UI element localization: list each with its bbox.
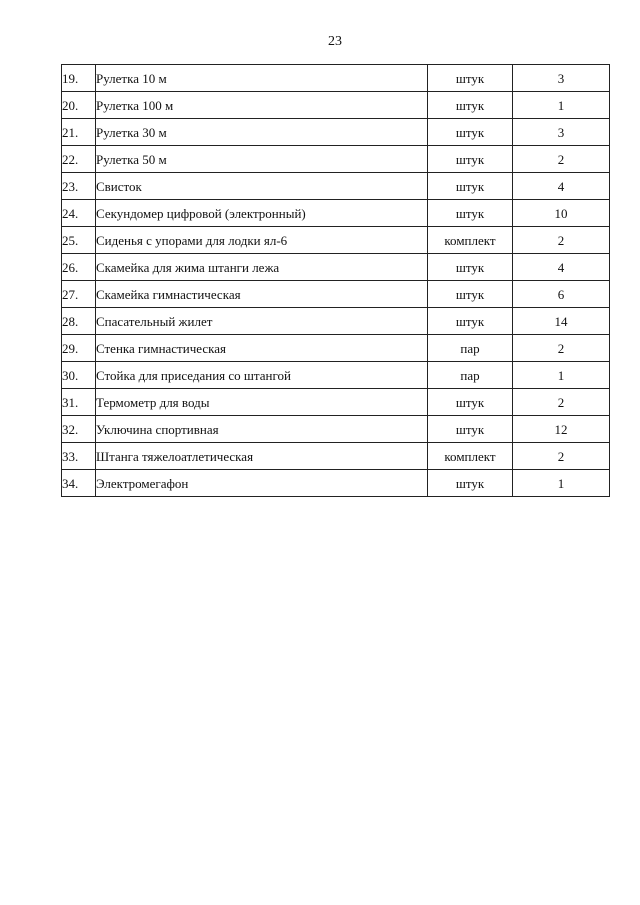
item-unit: пар xyxy=(428,362,513,389)
table-row xyxy=(62,362,610,389)
item-name: Рулетка 10 м xyxy=(96,65,428,92)
item-name: Электромегафон xyxy=(96,470,428,497)
item-quantity: 4 xyxy=(513,173,610,200)
item-unit: комплект xyxy=(428,227,513,254)
item-unit: штук xyxy=(428,200,513,227)
item-name: Скамейка для жима штанги лежа xyxy=(96,254,428,281)
item-unit: штук xyxy=(428,146,513,173)
item-name: Сиденья с упорами для лодки ял-6 xyxy=(96,227,428,254)
item-quantity: 2 xyxy=(513,146,610,173)
item-unit: штук xyxy=(428,173,513,200)
item-unit: штук xyxy=(428,254,513,281)
item-name: Рулетка 100 м xyxy=(96,92,428,119)
item-quantity: 2 xyxy=(513,227,610,254)
item-name: Стенка гимнастическая xyxy=(96,335,428,362)
table-row xyxy=(62,281,610,308)
item-unit: штук xyxy=(428,92,513,119)
row-number: 30. xyxy=(62,362,96,389)
item-name: Спасательный жилет xyxy=(96,308,428,335)
item-name: Скамейка гимнастическая xyxy=(96,281,428,308)
item-quantity: 1 xyxy=(513,362,610,389)
table-row xyxy=(62,173,610,200)
table-row xyxy=(62,92,610,119)
item-quantity: 2 xyxy=(513,389,610,416)
item-name: Уключина спортивная xyxy=(96,416,428,443)
row-number: 31. xyxy=(62,389,96,416)
row-number: 20. xyxy=(62,92,96,119)
item-quantity: 3 xyxy=(513,119,610,146)
item-quantity: 1 xyxy=(513,470,610,497)
item-unit: штук xyxy=(428,281,513,308)
item-unit: штук xyxy=(428,65,513,92)
item-quantity: 1 xyxy=(513,92,610,119)
item-name: Рулетка 30 м xyxy=(96,119,428,146)
row-number: 21. xyxy=(62,119,96,146)
item-quantity: 3 xyxy=(513,65,610,92)
item-unit: штук xyxy=(428,119,513,146)
item-unit: пар xyxy=(428,335,513,362)
item-unit: штук xyxy=(428,389,513,416)
table-row xyxy=(62,389,610,416)
table-row xyxy=(62,416,610,443)
item-name: Свисток xyxy=(96,173,428,200)
table-row xyxy=(62,146,610,173)
table-row xyxy=(62,308,610,335)
item-name: Стойка для приседания со штангой xyxy=(96,362,428,389)
row-number: 23. xyxy=(62,173,96,200)
row-number: 29. xyxy=(62,335,96,362)
row-number: 33. xyxy=(62,443,96,470)
row-number: 26. xyxy=(62,254,96,281)
row-number: 19. xyxy=(62,65,96,92)
item-quantity: 4 xyxy=(513,254,610,281)
row-number: 34. xyxy=(62,470,96,497)
item-unit: штук xyxy=(428,470,513,497)
table-row xyxy=(62,65,610,92)
item-quantity: 10 xyxy=(513,200,610,227)
row-number: 22. xyxy=(62,146,96,173)
table-row xyxy=(62,470,610,497)
item-unit: штук xyxy=(428,308,513,335)
page-number: 23 xyxy=(328,34,342,49)
equipment-table xyxy=(61,64,610,497)
item-quantity: 2 xyxy=(513,335,610,362)
row-number: 27. xyxy=(62,281,96,308)
item-name: Рулетка 50 м xyxy=(96,146,428,173)
table-row xyxy=(62,200,610,227)
item-quantity: 12 xyxy=(513,416,610,443)
row-number: 24. xyxy=(62,200,96,227)
item-quantity: 2 xyxy=(513,443,610,470)
table-row xyxy=(62,227,610,254)
table-row xyxy=(62,254,610,281)
item-unit: комплект xyxy=(428,443,513,470)
item-name: Термометр для воды xyxy=(96,389,428,416)
item-quantity: 14 xyxy=(513,308,610,335)
row-number: 28. xyxy=(62,308,96,335)
item-name: Штанга тяжелоатлетическая xyxy=(96,443,428,470)
row-number: 25. xyxy=(62,227,96,254)
equipment-table-body xyxy=(62,65,610,497)
item-unit: штук xyxy=(428,416,513,443)
item-name: Секундомер цифровой (электронный) xyxy=(96,200,428,227)
table-row xyxy=(62,443,610,470)
item-quantity: 6 xyxy=(513,281,610,308)
table-row xyxy=(62,119,610,146)
table-row xyxy=(62,335,610,362)
row-number: 32. xyxy=(62,416,96,443)
